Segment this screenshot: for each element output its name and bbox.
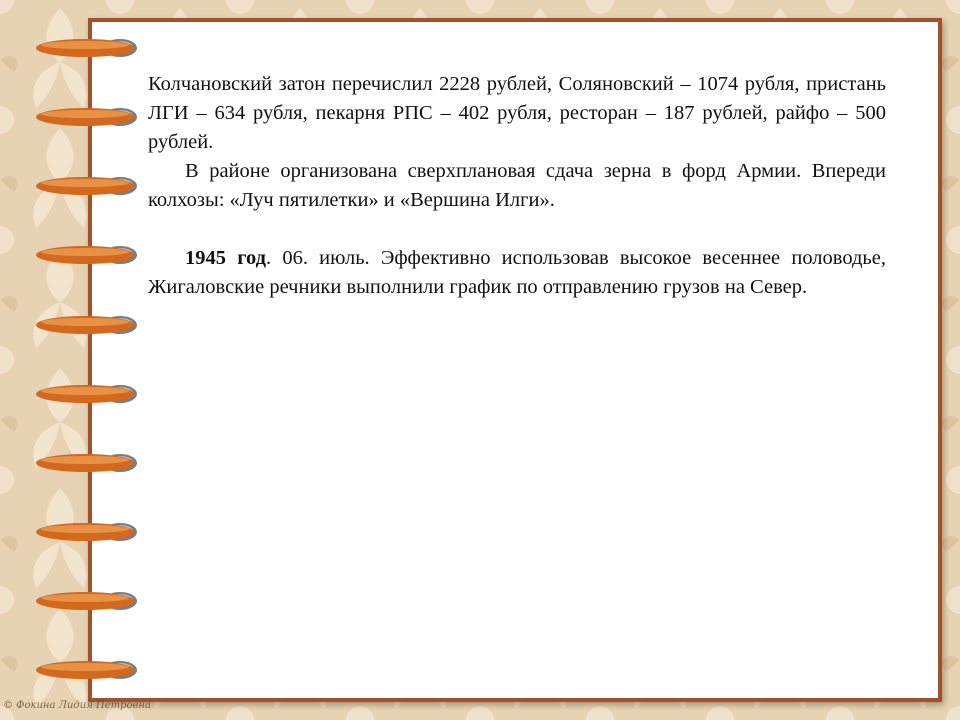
paragraph-1945 [148,244,886,302]
author-watermark: © Фокина Лидия Петровна [3,700,151,711]
year-heading: 1945 год [185,247,267,269]
paragraph-grain: В районе организована сверхплановая сдача зерна в форд Армии. Впереди колхозы: «Луч пятилетки» и «Вершина Илги». [148,160,886,211]
paragraph-donations: Колчановский затон перечислил 2228 рублей, Соляновский – 1074 рубля, пристань ЛГИ – 634 рубля, пекарня РПС – 402 рубля, ресторан – 187 рублей, райфо – 500 рублей. [148,73,886,153]
paragraph-gap [148,215,886,244]
document-text [148,70,886,302]
paragraph-1945-text: . 06. июль. Эффективно использовав высокое весеннее половодье, Жигаловские речники выполнили график по отправлению грузов на Север. [148,247,886,298]
